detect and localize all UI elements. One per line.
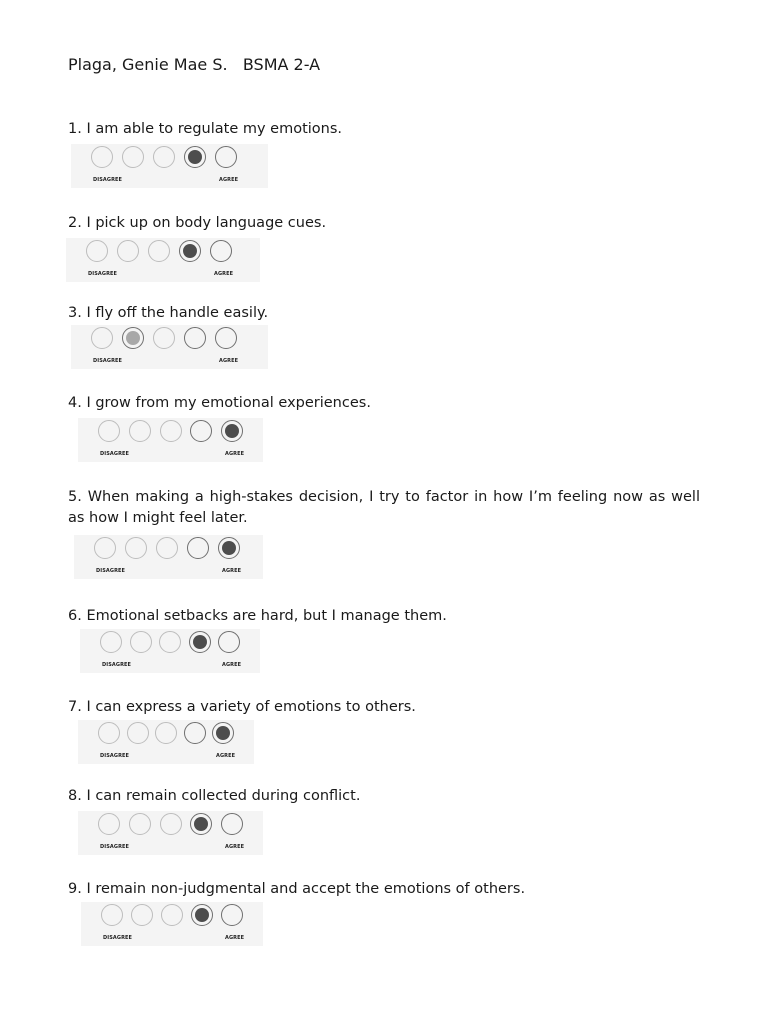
agree-label: AGREE <box>216 753 236 759</box>
selected-dot <box>195 908 209 922</box>
rating-option-2[interactable] <box>122 327 144 349</box>
rating-option-4[interactable] <box>190 420 212 442</box>
rating-option-4[interactable] <box>187 537 209 559</box>
rating-option-4[interactable] <box>184 722 206 744</box>
rating-option-2[interactable] <box>117 240 139 262</box>
disagree-label: DISAGREE <box>93 177 123 183</box>
rating-option-3[interactable] <box>155 722 177 744</box>
rating-option-3[interactable] <box>161 904 183 926</box>
likert-scale-4 <box>78 418 263 462</box>
rating-option-1[interactable] <box>98 813 120 835</box>
rating-option-4[interactable] <box>189 631 211 653</box>
rating-option-1[interactable] <box>86 240 108 262</box>
agree-label: AGREE <box>225 451 245 457</box>
likert-scale-1 <box>71 144 268 188</box>
rating-option-1[interactable] <box>91 146 113 168</box>
disagree-label: DISAGREE <box>100 844 130 850</box>
likert-scale-9 <box>81 902 263 946</box>
rating-option-1[interactable] <box>98 722 120 744</box>
disagree-label: DISAGREE <box>96 568 126 574</box>
selected-dot <box>193 635 207 649</box>
rating-option-5[interactable] <box>221 904 243 926</box>
question-1: 1. I am able to regulate my emotions. <box>68 121 343 137</box>
rating-option-4[interactable] <box>184 146 206 168</box>
likert-scale-2 <box>66 238 260 282</box>
rating-option-4[interactable] <box>179 240 201 262</box>
question-8: 8. I can remain collected during conflict. <box>68 788 361 804</box>
agree-label: AGREE <box>219 358 239 364</box>
disagree-label: DISAGREE <box>100 451 130 457</box>
student-section: BSMA 2-A <box>242 55 321 74</box>
selected-dot <box>126 331 140 345</box>
rating-option-2[interactable] <box>125 537 147 559</box>
rating-option-5[interactable] <box>212 722 234 744</box>
rating-option-1[interactable] <box>98 420 120 442</box>
agree-label: AGREE <box>225 844 245 850</box>
rating-option-1[interactable] <box>91 327 113 349</box>
question-2: 2. I pick up on body language cues. <box>68 215 327 231</box>
rating-option-5[interactable] <box>215 146 237 168</box>
question-9: 9. I remain non-judgmental and accept the emotions of others. <box>68 881 526 897</box>
agree-label: AGREE <box>222 662 242 668</box>
disagree-label: DISAGREE <box>88 271 118 277</box>
likert-scale-3 <box>71 325 268 369</box>
agree-label: AGREE <box>225 935 245 941</box>
rating-option-1[interactable] <box>101 904 123 926</box>
rating-option-3[interactable] <box>159 631 181 653</box>
likert-scale-6 <box>80 629 260 673</box>
rating-option-3[interactable] <box>153 327 175 349</box>
rating-option-3[interactable] <box>156 537 178 559</box>
agree-label: AGREE <box>219 177 239 183</box>
student-header <box>68 55 320 74</box>
rating-option-5[interactable] <box>210 240 232 262</box>
disagree-label: DISAGREE <box>93 358 123 364</box>
agree-label: AGREE <box>222 568 242 574</box>
selected-dot <box>183 244 197 258</box>
rating-option-5[interactable] <box>221 813 243 835</box>
student-name: Plaga, Genie Mae S. <box>68 55 228 74</box>
rating-option-4[interactable] <box>191 904 213 926</box>
likert-scale-8 <box>78 811 263 855</box>
rating-option-1[interactable] <box>94 537 116 559</box>
question-7: 7. I can express a variety of emotions to others. <box>68 699 416 715</box>
selected-dot <box>216 726 230 740</box>
question-6: 6. Emotional setbacks are hard, but I manage them. <box>68 608 447 624</box>
rating-option-3[interactable] <box>160 420 182 442</box>
rating-option-5[interactable] <box>215 327 237 349</box>
rating-option-2[interactable] <box>131 904 153 926</box>
rating-option-3[interactable] <box>160 813 182 835</box>
rating-option-2[interactable] <box>127 722 149 744</box>
disagree-label: DISAGREE <box>103 935 133 941</box>
likert-scale-5 <box>74 535 263 579</box>
selected-dot <box>188 150 202 164</box>
rating-option-5[interactable] <box>218 537 240 559</box>
selected-dot <box>194 817 208 831</box>
agree-label: AGREE <box>214 271 234 277</box>
selected-dot <box>225 424 239 438</box>
rating-option-1[interactable] <box>100 631 122 653</box>
rating-option-2[interactable] <box>122 146 144 168</box>
rating-option-5[interactable] <box>221 420 243 442</box>
rating-option-2[interactable] <box>130 631 152 653</box>
question-3: 3. I fly off the handle easily. <box>68 305 269 321</box>
rating-option-3[interactable] <box>148 240 170 262</box>
rating-option-5[interactable] <box>218 631 240 653</box>
disagree-label: DISAGREE <box>100 753 130 759</box>
question-4: 4. I grow from my emotional experiences. <box>68 395 371 411</box>
question-5: 5. When making a high-stakes decision, I try to factor in how I’m feeling now as well as how I might feel later. <box>68 489 700 526</box>
disagree-label: DISAGREE <box>102 662 132 668</box>
rating-option-3[interactable] <box>153 146 175 168</box>
rating-option-4[interactable] <box>190 813 212 835</box>
rating-option-2[interactable] <box>129 813 151 835</box>
selected-dot <box>222 541 236 555</box>
rating-option-4[interactable] <box>184 327 206 349</box>
rating-option-2[interactable] <box>129 420 151 442</box>
likert-scale-7 <box>78 720 254 764</box>
